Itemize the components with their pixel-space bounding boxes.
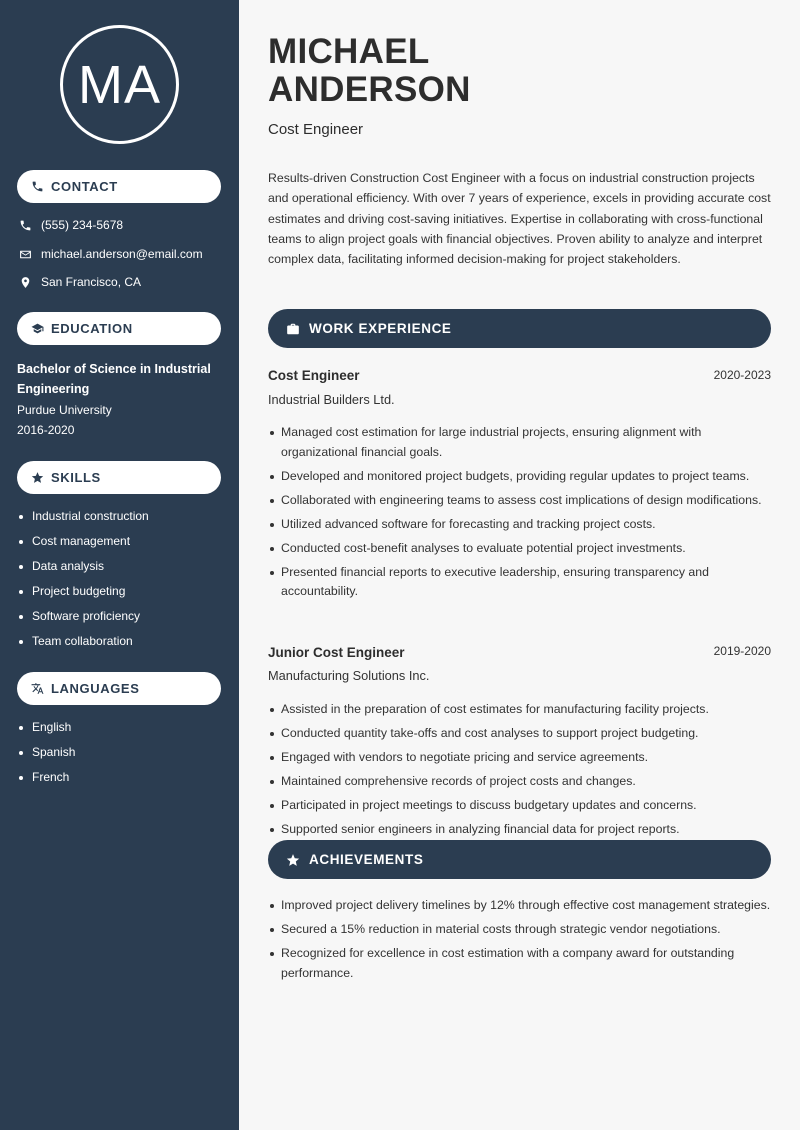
contact-location (17, 274, 141, 290)
skill-item: Industrial construction (17, 509, 149, 534)
skill-item: Team collaboration (17, 634, 149, 659)
job-bullet: Presented financial reports to executive leadership, ensuring transparency and accountability. (268, 563, 771, 602)
star-icon (285, 852, 300, 867)
contact-phone[interactable] (17, 217, 123, 233)
language-item: Spanish (17, 745, 75, 770)
job-1-bullets (268, 423, 771, 606)
job-bullet: Maintained comprehensive records of project costs and changes. (268, 772, 771, 792)
skill-item: Project budgeting (17, 584, 149, 609)
skill-item: Data analysis (17, 559, 149, 584)
phone-icon (17, 217, 33, 233)
name-first: MICHAEL (268, 32, 430, 71)
avatar-initials: MA (60, 25, 179, 144)
languages-list (17, 720, 75, 795)
star-icon (30, 471, 44, 485)
language-item: English (17, 720, 75, 745)
education-heading (17, 312, 221, 345)
education-heading-label: EDUCATION (51, 321, 133, 336)
candidate-name (268, 33, 471, 109)
achievement-item: Secured a 15% reduction in material costs through strategic vendor negotiations. (268, 920, 771, 940)
achievements-heading-label: ACHIEVEMENTS (309, 852, 424, 867)
job-2-dates: 2019-2020 (713, 644, 771, 658)
name-last: ANDERSON (268, 70, 471, 109)
work-experience-heading-label: WORK EXPERIENCE (309, 321, 452, 336)
job-1-title: Cost Engineer (268, 368, 360, 383)
summary: Results-driven Construction Cost Engineer with a focus on industrial construction projects and operational efficiency. With over 7 years of experience, excels in providing accurate cost estimates and driving cost-saving initiatives. Expertise in collaborating with cross-functional teams to align project goals with financial objectives. Proven ability to analyze and interpret complex data, facilitating informed decision-making for project stakeholders. (268, 171, 771, 267)
job-bullet: Assisted in the preparation of cost estimates for manufacturing facility projects. (268, 700, 771, 720)
languages-heading-label: LANGUAGES (51, 681, 140, 696)
contact-email-text: michael.anderson@email.com (41, 247, 203, 261)
job-bullet: Conducted cost-benefit analyses to evaluate potential project investments. (268, 539, 771, 559)
job-bullet: Supported senior engineers in analyzing financial data for project reports. (268, 820, 771, 840)
job-2-title: Junior Cost Engineer (268, 645, 405, 660)
contact-heading-label: CONTACT (51, 179, 118, 194)
phone-icon (30, 180, 44, 194)
achievement-item: Improved project delivery timelines by 12% through effective cost management strategies. (268, 896, 771, 916)
languages-heading (17, 672, 221, 705)
graduation-cap-icon (30, 322, 44, 336)
map-pin-icon (17, 274, 33, 290)
skill-item: Software proficiency (17, 609, 149, 634)
education-degree: Bachelor of Science in Industrial Engineering (17, 362, 211, 396)
work-experience-heading (268, 309, 771, 348)
job-bullet: Developed and monitored project budgets, providing regular updates to project teams. (268, 467, 771, 487)
education-years: 2016-2020 (17, 423, 75, 437)
job-1-company: Industrial Builders Ltd. (268, 392, 395, 407)
job-bullet: Managed cost estimation for large industrial projects, ensuring alignment with organizational financial goals. (268, 423, 771, 462)
education-school: Purdue University (17, 403, 112, 417)
contact-heading (17, 170, 221, 203)
contact-phone-text: (555) 234-5678 (41, 218, 124, 232)
achievements-list (268, 896, 771, 988)
job-bullet: Participated in project meetings to discuss budgetary updates and concerns. (268, 796, 771, 816)
achievements-heading (268, 840, 771, 879)
achievement-item: Recognized for excellence in cost estimation with a company award for outstanding performance. (268, 944, 771, 983)
skill-item: Cost management (17, 534, 149, 559)
sidebar (0, 0, 239, 1130)
job-bullet: Conducted quantity take-offs and cost analyses to support project budgeting. (268, 724, 771, 744)
briefcase-icon (285, 321, 300, 336)
job-2-company: Manufacturing Solutions Inc. (268, 668, 430, 683)
skills-heading-label: SKILLS (51, 470, 101, 485)
language-item: French (17, 770, 75, 795)
job-1-dates: 2020-2023 (713, 368, 771, 382)
skills-list (17, 509, 149, 659)
contact-email[interactable] (17, 246, 203, 262)
job-2-bullets (268, 700, 771, 844)
job-bullet: Utilized advanced software for forecasting and tracking project costs. (268, 515, 771, 535)
job-title: Cost Engineer (268, 121, 364, 138)
contact-location-text: San Francisco, CA (41, 275, 142, 289)
skills-heading (17, 461, 221, 494)
job-bullet: Engaged with vendors to negotiate pricing and service agreements. (268, 748, 771, 768)
translate-icon (30, 682, 44, 696)
job-bullet: Collaborated with engineering teams to assess cost implications of design modifications. (268, 491, 771, 511)
envelope-icon (17, 246, 33, 262)
